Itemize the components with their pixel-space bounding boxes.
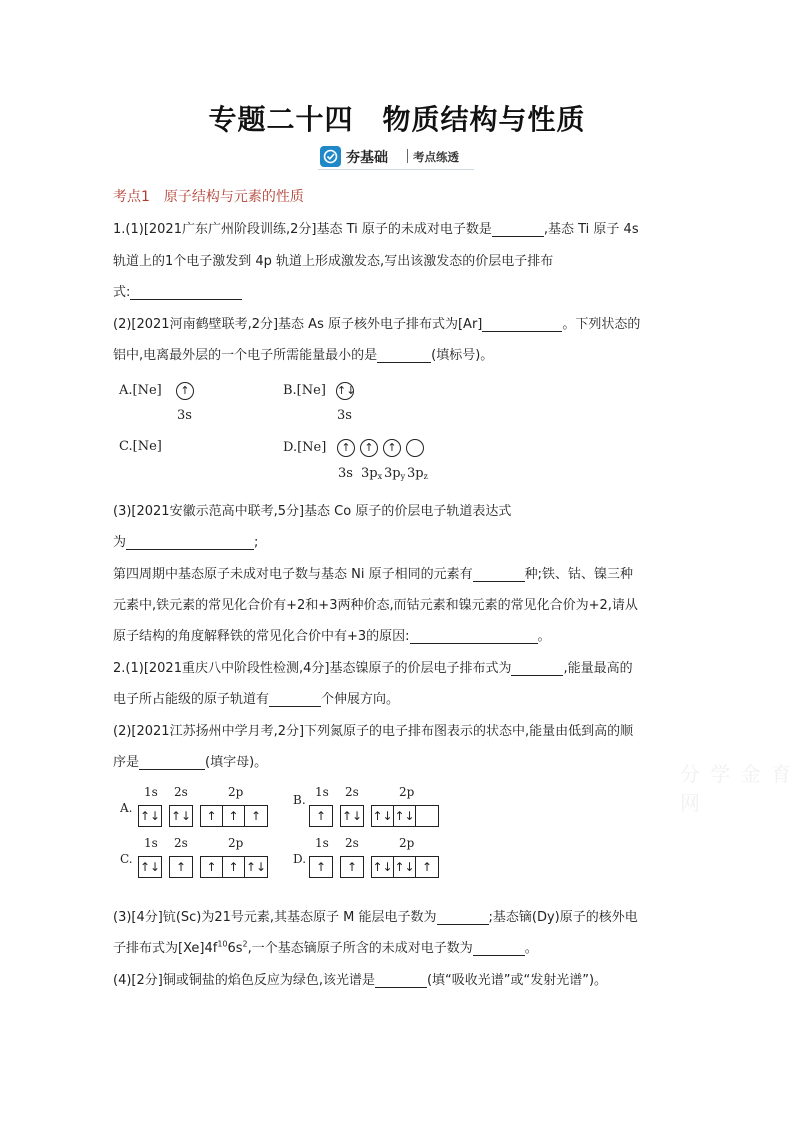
q2-1-line2 [113,688,399,707]
text: 第四周期中基态原子未成对电子数与基态 Ni 原子相同的元素有 [113,567,473,582]
orbital-circle [406,439,424,457]
orbital-label: 2s [174,785,188,799]
orbital-box: ↑↓ [139,809,161,823]
option-label: B. [293,793,306,807]
orbital-label: 1s [144,785,158,799]
banner-divider [407,149,408,163]
check-logo-icon [320,146,341,167]
orbital-box: ↑↓ [139,860,161,874]
q1-3-line4: 元素中,铁元素的常见化合价有+2和+3两种价态,而钴元素和镍元素的常见化合价为+2,请从 [113,598,638,613]
orbital-box: ↑↓ [372,857,394,877]
text: 电子所占能级的原子轨道有 [113,692,270,707]
orbital-box: ↑ [346,860,358,874]
text: 为 [113,535,127,550]
orbital-label: 3s [177,408,192,423]
option-b-label: B.[Ne] [283,383,326,398]
q1-2-line1 [113,313,640,332]
orbital-label [384,466,405,481]
answer-blank[interactable] [492,222,544,237]
subscript: y [400,472,406,481]
orbital-label: 1s [315,836,329,850]
orbital-label: 2s [345,785,359,799]
superscript: 2 [242,939,248,949]
orbital-box: ↑↓ [394,806,416,826]
text: (填“吸收光谱”或“发射光谱”)。 [426,973,608,988]
orbital-box: ↑ [223,857,245,877]
subscript: x [377,472,383,481]
q1-2-line2 [113,344,493,363]
orbital-circle: ↑ [176,382,194,400]
option-a-diagram [120,787,280,833]
orbital-label: 3s [338,466,353,481]
orbital-label: 2p [399,785,415,799]
orbital-box: ↑ [315,860,327,874]
text: 。下列状态的 [562,317,641,332]
q2-2-line2 [113,751,267,770]
orbital-box: ↑↓ [341,809,363,823]
option-label: A. [120,801,133,815]
text: 序是 [113,755,140,770]
orbital-circle: ↑ [360,439,378,457]
q1-3-line2 [113,531,258,550]
orbital-label: 1s [315,785,329,799]
orbital-circle: ↑↓ [336,382,354,400]
orbital-label: 2p [399,836,415,850]
answer-blank[interactable] [130,285,242,300]
text: 原子结构的角度解释铁的常见化合价中有+3的原因: [113,629,410,644]
text: 铝中,电离最外层的一个电子所需能量最小的是 [113,348,378,363]
orbital-label: 2p [228,836,244,850]
text: (2)[2021河南鹤壁联考,2分]基态 As 原子核外电子排布式为[Ar] [113,317,483,332]
subscript: z [423,472,428,481]
text: 个伸展方向。 [321,692,400,707]
text: 1.(1)[2021广东广州阶段训练,2分]基态 Ti 原子的未成对电子数是 [113,222,492,237]
option-c-diagram [120,838,280,884]
text: ,基态 Ti 原子 4s [543,222,639,237]
orbital-box: ↑ [250,809,262,823]
answer-blank[interactable] [437,910,489,925]
option-label: C. [120,852,133,866]
orbital-box: ↑ [315,809,327,823]
orbital-circle: ↑ [337,439,355,457]
orbital-box [416,806,438,826]
orbital-box: ↑ [201,857,223,877]
text: ,一个基态镝原子所含的未成对电子数为 [247,941,473,956]
orbital-box: ↑ [201,806,223,826]
orbital-circle: ↑ [383,439,401,457]
q2-1-line1 [113,657,633,676]
banner [318,145,474,170]
answer-blank[interactable] [410,629,538,644]
superscript: 10 [217,939,228,949]
text: 3p [361,466,378,481]
orbital-box: ↑↓ [372,806,394,826]
option-label: D. [293,852,307,866]
answer-blank[interactable] [377,348,431,363]
page-title: 专题二十四 物质结构与性质 [208,103,586,136]
text: (填字母)。 [205,755,268,770]
orbital-box: ↑ [421,860,433,874]
answer-blank[interactable] [473,567,525,582]
orbital-label: 3s [337,408,352,423]
q1-1-line3 [113,281,242,300]
text: 2.(1)[2021重庆八中阶段性检测,4分]基态镍原子的价层电子排布式为 [113,661,512,676]
q1-1-line1 [113,218,639,237]
answer-blank[interactable] [126,535,254,550]
option-b-diagram [293,787,453,833]
text: ; [254,535,259,550]
banner-main: 夯基础 [346,150,388,166]
orbital-box: ↑↓ [394,857,416,877]
text: (3)[4分]钪(Sc)为21号元素,其基态原子 M 能层电子数为 [113,910,437,925]
section-heading: 考点1 原子结构与元素的性质 [113,189,304,205]
answer-blank[interactable] [473,941,525,956]
orbital-label: 2s [345,836,359,850]
text: 3p [407,466,424,481]
orbital-box: ↑↓ [170,809,192,823]
text: 。 [524,941,538,956]
q1-3-line3 [113,563,633,582]
text: 式: [113,285,131,300]
q2-2-line1: (2)[2021江苏扬州中学月考,2分]下列氮原子的电子排布图表示的状态中,能量由低到高的顺 [113,724,634,739]
text: 6s [227,941,243,956]
text: 种;铁、钴、镍三种 [524,567,633,582]
orbital-label [361,466,382,481]
q2-4-line1 [113,969,607,988]
orbital-box: ↑ [223,806,245,826]
banner-sub: 考点练透 [413,150,459,164]
answer-blank[interactable] [375,973,427,988]
text: ;基态镝(Dy)原子的核外电 [488,910,638,925]
orbital-label: 2s [174,836,188,850]
answer-blank[interactable] [269,692,321,707]
orbital-label [407,466,428,481]
orbital-label: 1s [144,836,158,850]
q2-3-line2 [113,937,538,956]
q1-3-line1: (3)[2021安徽示范高中联考,5分]基态 Co 原子的价层电子轨道表达式 [113,504,512,519]
orbital-box: ↑↓ [245,860,267,874]
text: 子排布式为[Xe]4f [113,941,218,956]
q1-1-line2: 轨道上的1个电子激发到 4p 轨道上形成激发态,写出该激发态的价层电子排布 [113,254,554,269]
answer-blank[interactable] [482,317,562,332]
q2-3-line1 [113,906,638,925]
text: ,能量最高的 [563,661,633,676]
text: (4)[2分]铜或铜盐的焰色反应为绿色,该光谱是 [113,973,375,988]
option-c-label: C.[Ne] [119,439,162,454]
q1-3-line5 [113,625,551,644]
orbital-label: 2p [228,785,244,799]
text: 。 [537,629,551,644]
text: 3p [384,466,401,481]
orbital-box: ↑ [175,860,187,874]
option-d-label: D.[Ne] [283,440,327,455]
answer-blank[interactable] [139,755,205,770]
option-a-label: A.[Ne] [119,383,162,398]
answer-blank[interactable] [511,661,563,676]
watermark: 分 学 金 育 网 [680,762,794,815]
option-d-diagram [293,838,453,884]
text: (填标号)。 [431,348,494,363]
